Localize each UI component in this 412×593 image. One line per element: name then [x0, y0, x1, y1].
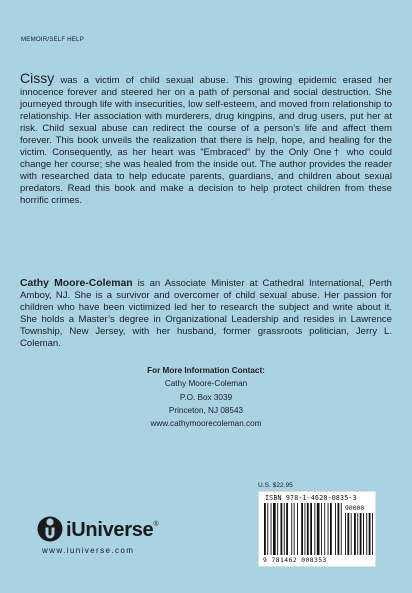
- description-text: was a victim of child sexual abuse. This growing epidemic erased her innocence forever and steered her on a path of personal and social destruction. She journeyed through life with insecurities, low self-esteem, and moved from relationship to relationship. Her association with murderers, drug kingpins, and drug users, put her at risk. Child sexual abuse can redirect the course of a person’s life and affect them forever. This book unveils the realization that there is help, hope, and healing for the victim. Consequently, as her heart was “Embraced” by the Only One† who could change her course; she was healed from the inside out. The author provides the reader with researched data to help educate parents, guardians, and children about sexual predators. Read this book and make a decision to help protect children from these horrific crimes.: [20, 75, 392, 207]
- author-name: Cathy Moore-Coleman: [20, 278, 133, 289]
- author-bio: [20, 278, 392, 350]
- iuniverse-logo-icon: [36, 513, 64, 543]
- contact-address-line-2: Princeton, NJ 08543: [168, 405, 244, 415]
- contact-address-line-1: P.O. Box 3039: [179, 392, 233, 402]
- publisher-website[interactable]: www.iuniverse.com: [42, 546, 135, 555]
- description-lead-word: Cissy: [20, 70, 55, 86]
- contact-block: [0, 364, 412, 430]
- book-description: [20, 72, 392, 208]
- isbn-text: ISBN 978-1-4620-0835-3: [265, 494, 357, 502]
- barcode-digits: 9 781462 008353: [263, 556, 327, 564]
- isbn-barcode: [258, 491, 376, 567]
- author-bio-text: is an Associate Minister at Cathedral International, Perth Amboy, NJ. She is a survivor and overcomer of child sexual abuse. Her passion for children who have been victimized led her to research the subject and write about it. She holds a Master’s degree in Organizational Leadership and resides in Lawrence Township, New Jersey, with her husband, former grassroots politician, Jerry L. Coleman.: [20, 278, 392, 350]
- barcode-addon-digits: 90000: [345, 504, 365, 512]
- contact-website[interactable]: www.cathymoorecoleman.com: [150, 419, 262, 429]
- contact-name: Cathy Moore-Coleman: [164, 379, 248, 389]
- price-label: U.S. $22.95: [258, 482, 293, 489]
- category-label: MEMOIR/SELF HELP: [21, 36, 84, 43]
- contact-heading: For More Information Contact:: [147, 366, 265, 375]
- publisher-name: iUniverse®: [66, 519, 159, 541]
